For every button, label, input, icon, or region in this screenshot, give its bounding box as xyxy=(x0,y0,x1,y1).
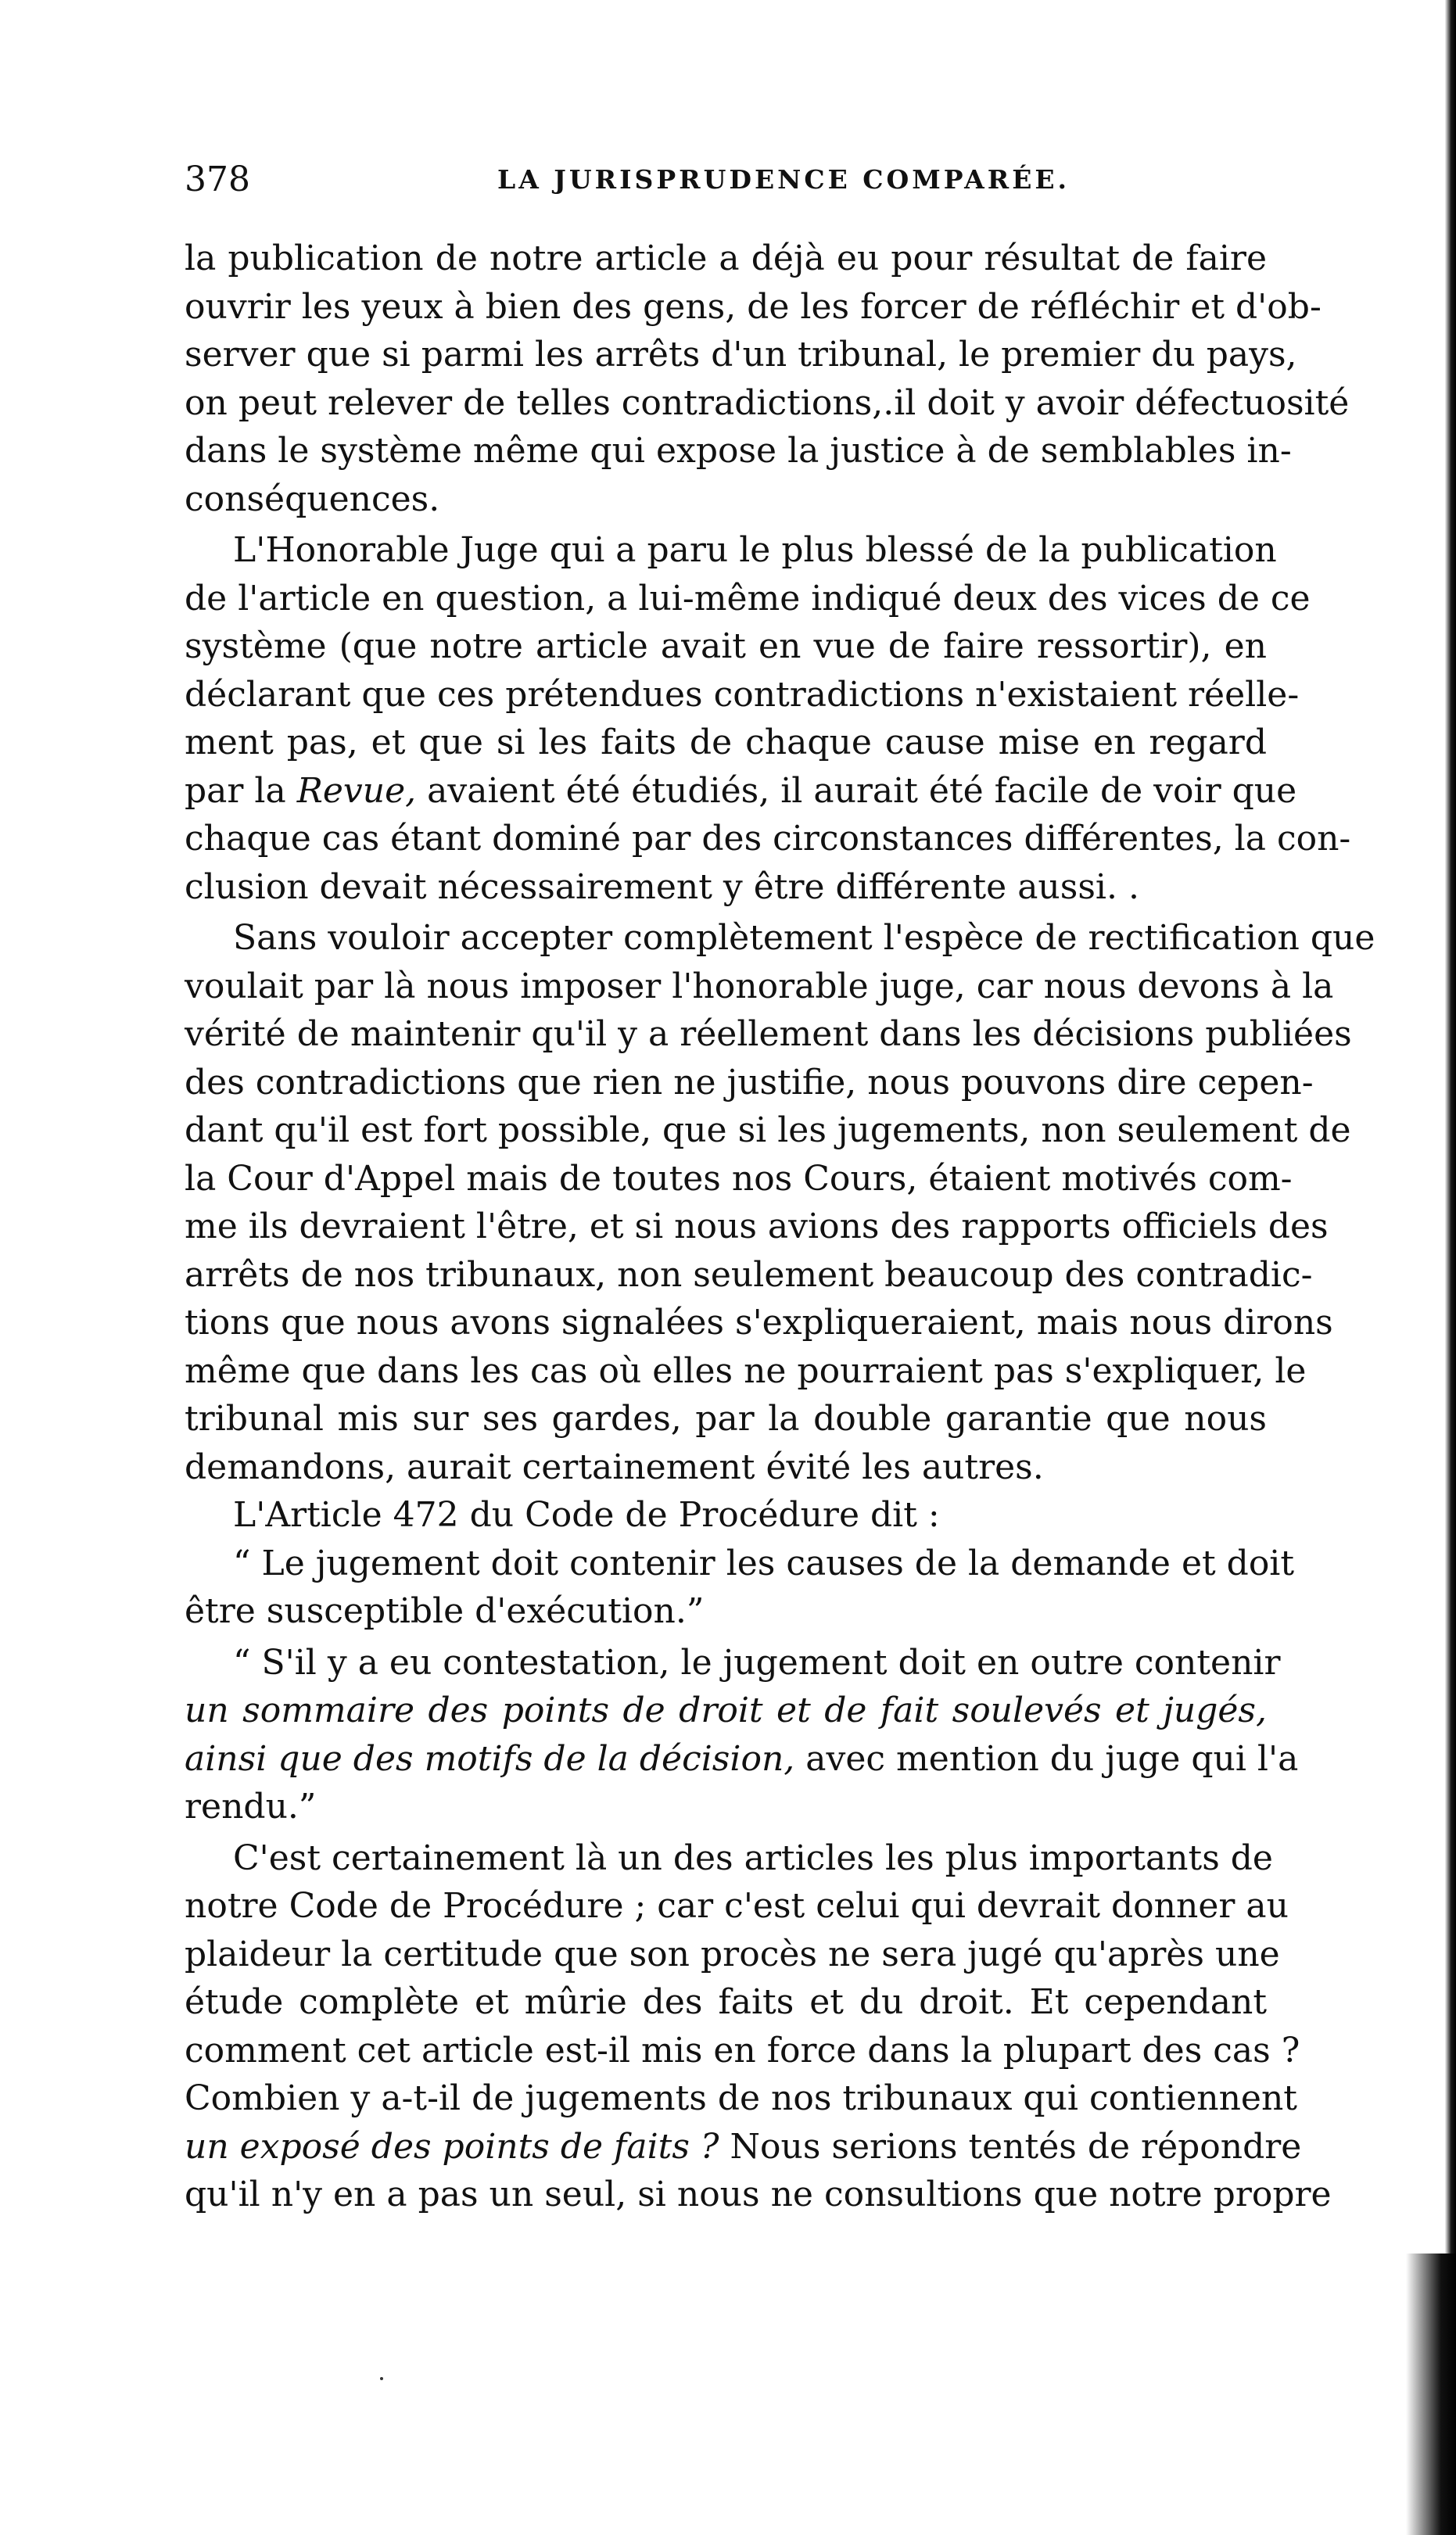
page-body xyxy=(185,235,1375,2219)
text-line: voulait par là nous imposer l'honorable juge, car nous devons à la xyxy=(185,966,1334,1006)
text-line xyxy=(185,1687,1267,1735)
text-line: Sans vouloir accepter complètement l'espèce de rectification que xyxy=(233,918,1375,958)
text-line: on peut relever de telles contradictions,.il doit y avoir défectuosité xyxy=(185,382,1350,423)
text-line xyxy=(185,2123,1302,2171)
text-line: tribunal mis sur ses gardes, par la double garantie que nous xyxy=(185,1399,1267,1439)
text-line: chaque cas étant dominé par des circonstances différentes, la con- xyxy=(185,819,1351,859)
paragraph xyxy=(185,1491,1267,1540)
paragraph xyxy=(185,235,1350,523)
page-number: 378 xyxy=(185,160,250,199)
text-line: la publication de notre article a déjà eu pour résultat de faire xyxy=(185,238,1267,278)
text-line: étude complète et mûrie des faits et du droit. Et cependant xyxy=(185,1982,1267,2022)
text-segment: avaient été étudiés, il aurait été facile de voir que xyxy=(427,770,1297,811)
text-line: comment cet article est-il mis en force dans la plupart des cas ? xyxy=(185,2030,1300,2071)
text-line: plaideur la certitude que son procès ne sera jugé qu'après une xyxy=(185,1934,1280,1974)
text-line: de l'article en question, a lui-même indiqué deux des vices de ce xyxy=(185,578,1311,619)
text-line: ouvrir les yeux à bien des gens, de les forcer de réfléchir et d'ob- xyxy=(185,286,1322,327)
quotation xyxy=(185,1540,1295,1636)
text-line: qu'il n'y en a pas un seul, si nous ne consultions que notre propre xyxy=(185,2175,1332,2214)
text-segment: Nous serions tentés de répondre xyxy=(730,2126,1302,2167)
text-line: “ S'il y a eu contestation, le jugement doit en outre contenir xyxy=(233,1642,1281,1683)
page-header xyxy=(185,155,1267,205)
text-line: même que dans les cas où elles ne pourraient pas s'expliquer, le xyxy=(185,1350,1307,1391)
text-line: des contradictions que rien ne justifie, nous pouvons dire cepen- xyxy=(185,1062,1314,1103)
quotation xyxy=(185,1639,1299,1831)
text-line xyxy=(185,767,1297,816)
scan-page-edge xyxy=(1445,0,1456,2535)
paragraph xyxy=(185,914,1375,1491)
text-line: server que si parmi les arrêts d'un tribunal, le premier du pays, xyxy=(185,335,1297,375)
text-line: dant qu'il est fort possible, que si les jugements, non seulement de xyxy=(185,1110,1351,1150)
text-line: ment pas, et que si les faits de chaque cause mise en regard xyxy=(185,722,1267,762)
running-title: LA JURISPRUDENCE COMPARÉE. xyxy=(497,164,1070,195)
text-line: L'Honorable Juge qui a paru le plus blessé de la publication xyxy=(233,530,1277,570)
text-line: système (que notre article avait en vue de faire ressortir), en xyxy=(185,626,1267,666)
text-line: la Cour d'Appel mais de toutes nos Cours, étaient motivés com- xyxy=(185,1158,1293,1199)
text-line: dans le système même qui expose la justice à de semblables in- xyxy=(185,431,1292,471)
text-line: déclarant que ces prétendues contradictions n'existaient réelle- xyxy=(185,674,1300,715)
text-line: Combien y a-t-il de jugements de nos tribunaux qui contiennent xyxy=(185,2078,1297,2118)
text-line: tions que nous avons signalées s'expliqueraient, mais nous dirons xyxy=(185,1303,1333,1343)
text-line: vérité de maintenir qu'il y a réellement dans les décisions publiées xyxy=(185,1014,1352,1054)
text-line: arrêts de nos tribunaux, non seulement beaucoup des contradic- xyxy=(185,1254,1313,1295)
italic-segment: ainsi que des motifs de la décision, xyxy=(185,1738,795,1779)
text-segment: avec mention du juge qui l'a xyxy=(805,1738,1299,1779)
text-line: rendu.” xyxy=(185,1787,317,1827)
italic-segment: Revue, xyxy=(296,770,417,811)
text-line xyxy=(185,1735,1299,1784)
text-line: être susceptible d'exécution.” xyxy=(185,1591,705,1631)
text-line: me ils devraient l'être, et si nous avions des rapports officiels des xyxy=(185,1207,1329,1246)
paragraph xyxy=(185,526,1351,911)
paragraph xyxy=(185,1834,1332,2219)
text-line: notre Code de Procédure ; car c'est celui qui devrait donner au xyxy=(185,1886,1289,1926)
text-line: conséquences. xyxy=(185,479,440,519)
text-line: “ Le jugement doit contenir les causes de la demande et doit xyxy=(233,1543,1295,1583)
text-line: demandons, aurait certainement évité les autres. xyxy=(185,1447,1044,1487)
text-line: C'est certainement là un des articles les plus importants de xyxy=(233,1838,1273,1878)
italic-segment: un sommaire des points de droit et de fait soulevés et jugés, xyxy=(185,1691,1267,1730)
text-segment: par la xyxy=(185,770,286,811)
italic-segment: un exposé des points de faits ? xyxy=(185,2126,719,2167)
text-line: L'Article 472 du Code de Procédure dit : xyxy=(233,1495,940,1535)
text-line: clusion devait nécessairement y être différente aussi. . xyxy=(185,866,1139,907)
scan-binding-shadow xyxy=(1406,2254,1456,2535)
ink-speck xyxy=(380,2377,383,2380)
